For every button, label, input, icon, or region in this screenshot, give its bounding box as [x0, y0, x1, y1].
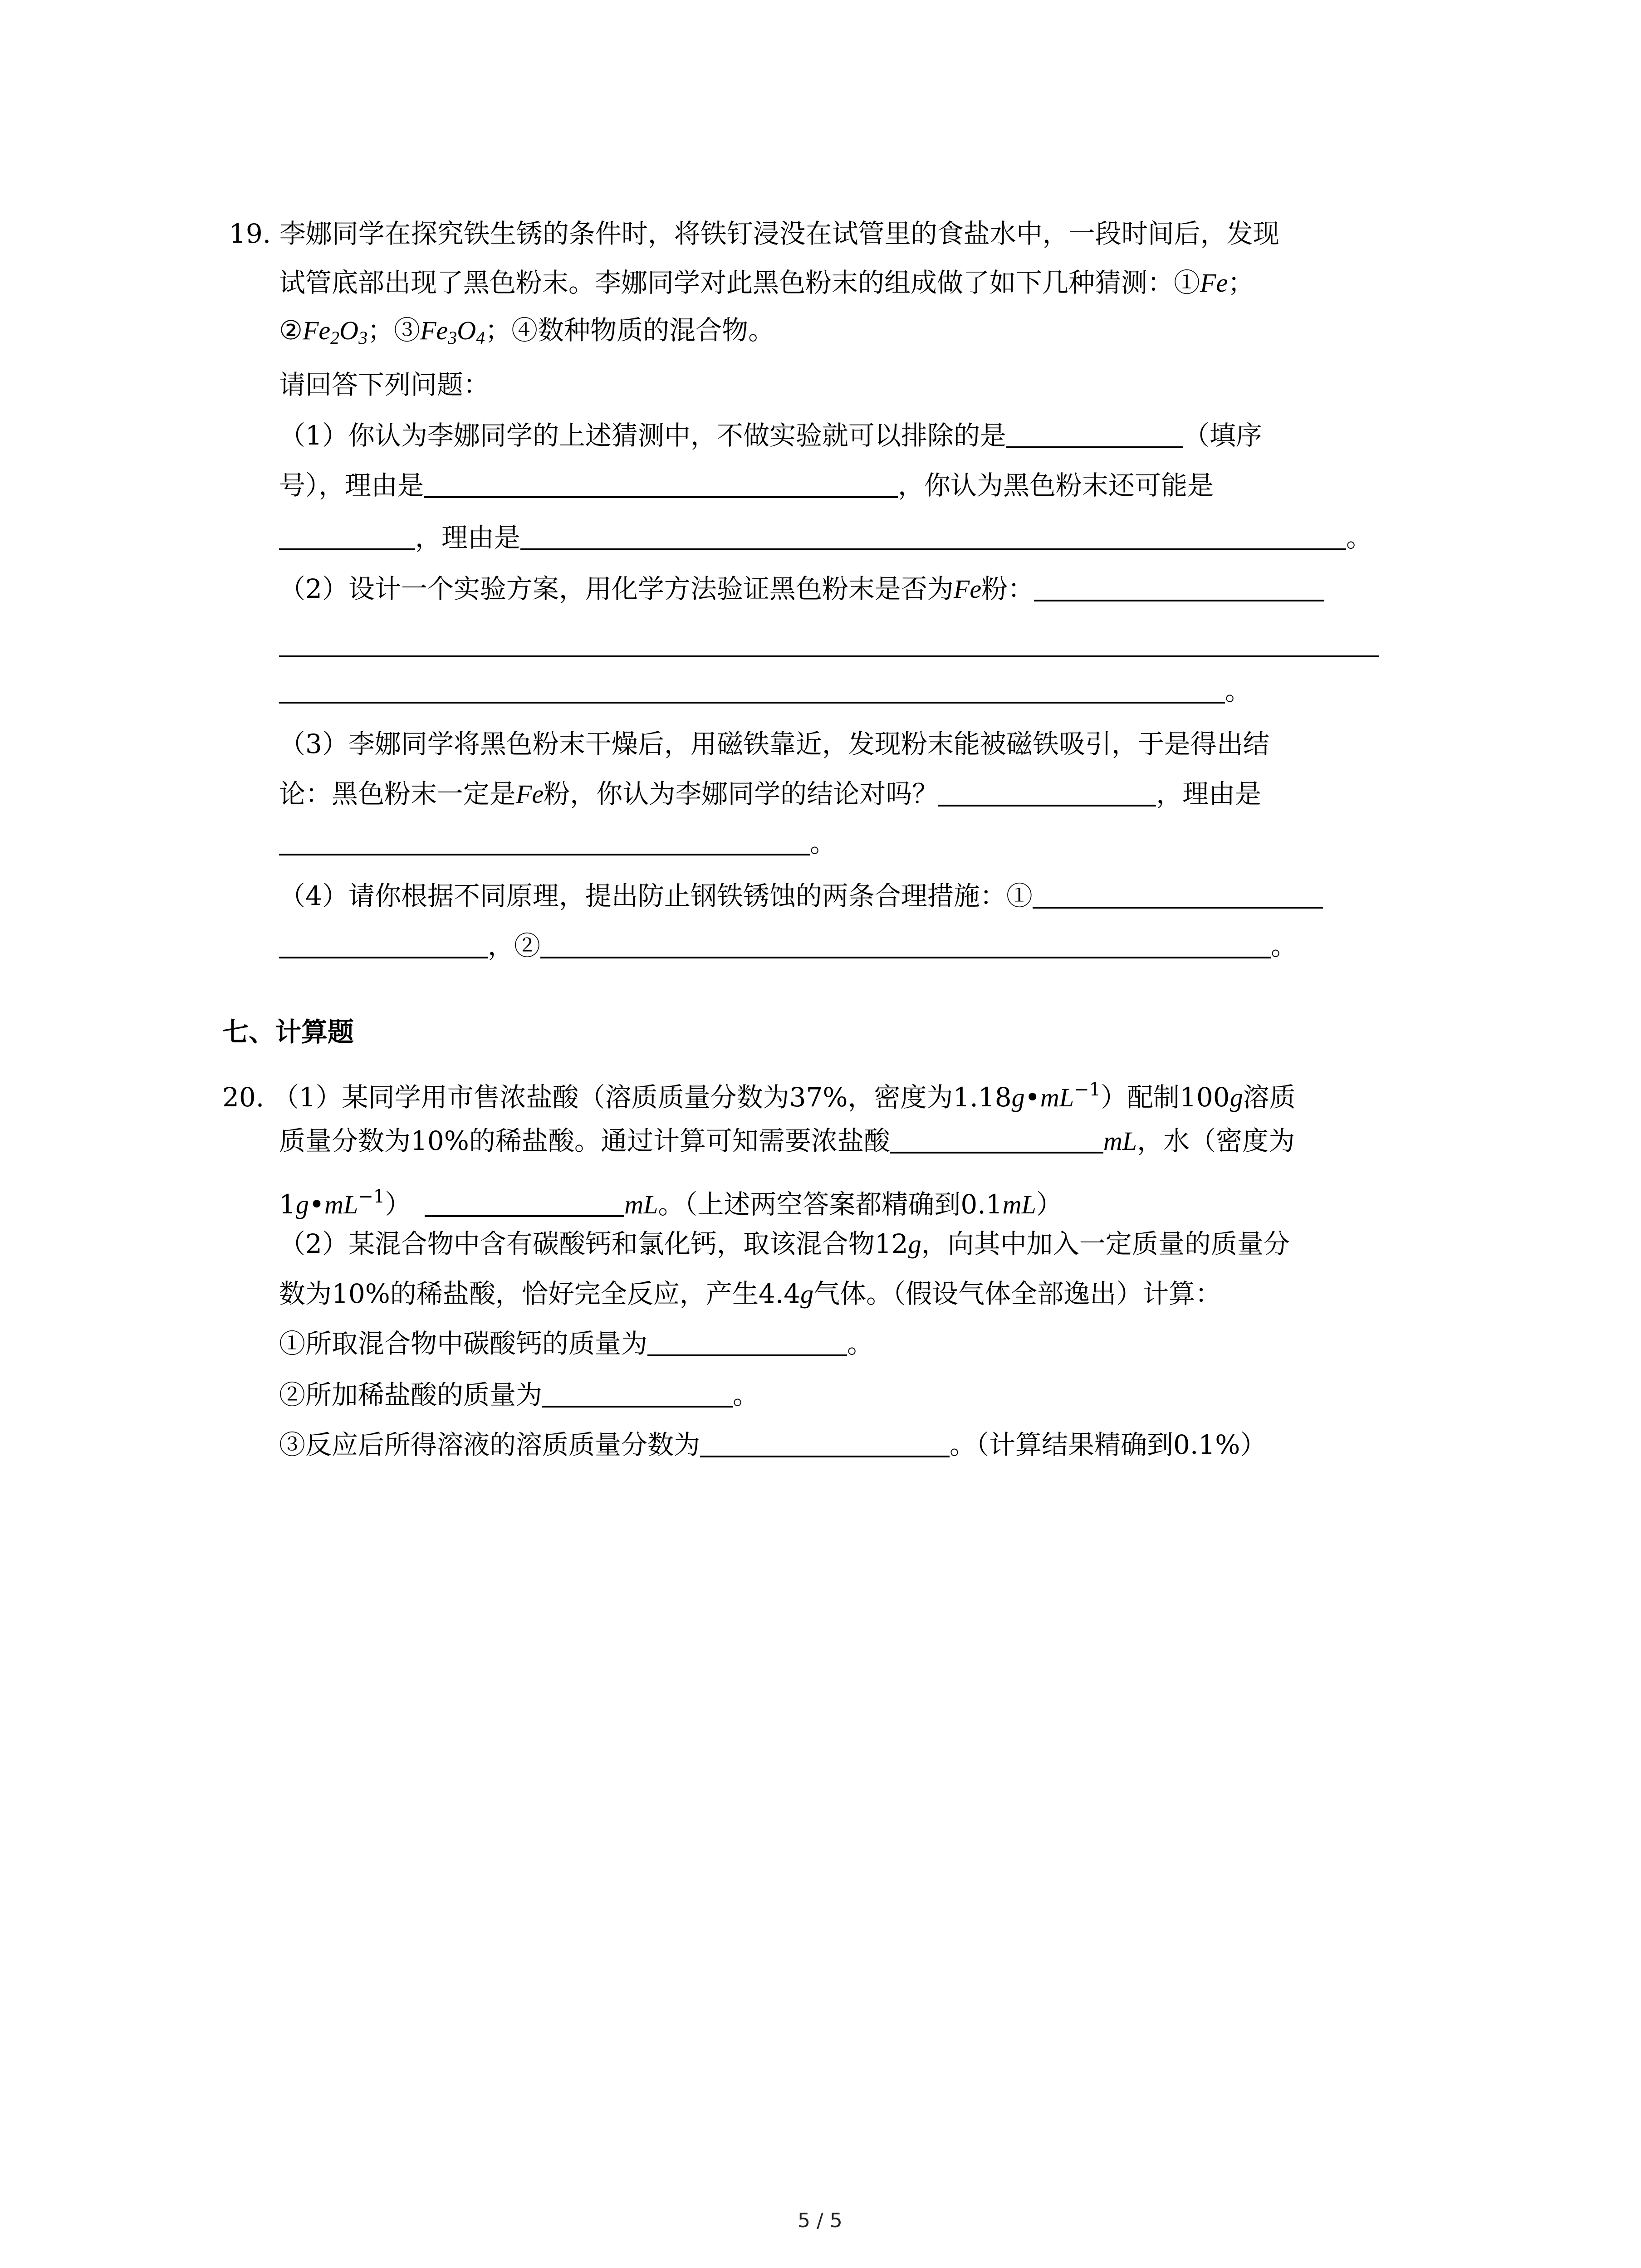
- q20-sub3: ③反应后所得溶液的溶质质量分数为 。（计算结果精确到0.1%）: [279, 1429, 1267, 1460]
- q20-part2-line1: （2）某混合物中含有碳酸钙和氯化钙，取该混合物12g，向其中加入一定质量的质量分: [279, 1228, 1290, 1259]
- q20-part2-line2: 数为10%的稀盐酸，恰好完全反应，产生4.4g气体。（假设气体全部逸出）计算：: [279, 1278, 1222, 1309]
- q19-line-1: [229, 215, 1279, 252]
- q20-sub2: ②所加稀盐酸的质量为 。: [279, 1379, 759, 1410]
- q19-prompt: 请回答下列问题：: [279, 369, 490, 400]
- answer-blank-measure-2[interactable]: [540, 929, 1271, 958]
- answer-blank-experiment-b[interactable]: [279, 655, 1379, 657]
- answer-blank-experiment-a[interactable]: [1034, 572, 1324, 601]
- q19-part2-line3: 。: [279, 673, 1251, 709]
- answer-blank-conclusion-reason[interactable]: [279, 826, 810, 855]
- q19-part3-line2: 论：黑色粉末一定是Fe粉，你认为李娜同学的结论对吗？ ，理由是: [279, 778, 1262, 809]
- q20-line-1: 20. （1）某同学用市售浓盐酸（溶质质量分数为37%，密度为$1.18g•mL^{-1}$）配制100g溶质: [222, 1079, 1296, 1113]
- answer-blank-reason[interactable]: [424, 469, 898, 498]
- q20-sub1: ①所取混合物中碳酸钙的质量为 。: [279, 1328, 874, 1359]
- q19-part2-line1: （2）设计一个实验方案，用化学方法验证黑色粉末是否为Fe粉：: [279, 571, 1324, 607]
- answer-blank-hcl-mass[interactable]: [542, 1378, 733, 1408]
- q20-line-2: 质量分数为10%的稀盐酸。通过计算可知需要浓盐酸 mL，水（密度为: [279, 1125, 1295, 1156]
- answer-blank-water[interactable]: [425, 1188, 624, 1217]
- q19-text-1: 李娜同学在探究铁生锈的条件时，将铁钉浸没在试管里的食盐水中，一段时间后，发现: [279, 218, 1279, 249]
- answer-blank-experiment-c[interactable]: [279, 675, 1225, 704]
- answer-blank-solute-fraction[interactable]: [700, 1428, 950, 1457]
- q19-part3-line3: 。: [279, 825, 836, 861]
- q19-part4-line1: （4）请你根据不同原理，提出防止钢铁锈蚀的两条合理措施：①: [279, 878, 1323, 914]
- answer-blank-conc-acid[interactable]: [890, 1124, 1103, 1154]
- q20-number: 20.: [222, 1082, 265, 1113]
- q20-line-3: $1g•mL^{-1}$） mL。（上述两空答案都精确到0.1mL）: [279, 1186, 1063, 1220]
- fe-symbol: Fe: [1200, 268, 1228, 298]
- section-heading: 七、计算题: [222, 1017, 354, 1047]
- q19-part1-line3: ，理由是 。: [279, 519, 1372, 556]
- answer-blank-measure-1a[interactable]: [1033, 880, 1323, 909]
- answer-blank-caco3-mass[interactable]: [647, 1327, 847, 1356]
- answer-blank-possible-reason[interactable]: [520, 521, 1346, 550]
- answer-blank-measure-1b[interactable]: [279, 929, 488, 958]
- q19-part4-line2: ，② 。: [279, 928, 1297, 964]
- q19-line-3: $②Fe_2O_3$；$③Fe_3O_4$；④数种物质的混合物。: [279, 315, 775, 348]
- q19-line-2: 试管底部出现了黑色粉末。李娜同学对此黑色粉末的组成做了如下几种猜测：①Fe；: [279, 267, 1254, 298]
- q19-part1-line1: （1）你认为李娜同学的上述猜测中，不做实验就可以排除的是 （填序: [279, 420, 1262, 451]
- q19-number: 19.: [229, 218, 271, 249]
- page-number: 5 / 5: [798, 2209, 843, 2232]
- answer-blank-excluded[interactable]: [1006, 419, 1183, 448]
- q19-part1-line2: 号），理由是 ，你认为黑色粉末还可能是: [279, 470, 1214, 501]
- q19-part3-line1: （3）李娜同学将黑色粉末干燥后，用磁铁靠近，发现粉末能被磁铁吸引，于是得出结: [279, 728, 1269, 759]
- answer-blank-conclusion[interactable]: [938, 777, 1156, 807]
- answer-blank-possible[interactable]: [279, 521, 415, 550]
